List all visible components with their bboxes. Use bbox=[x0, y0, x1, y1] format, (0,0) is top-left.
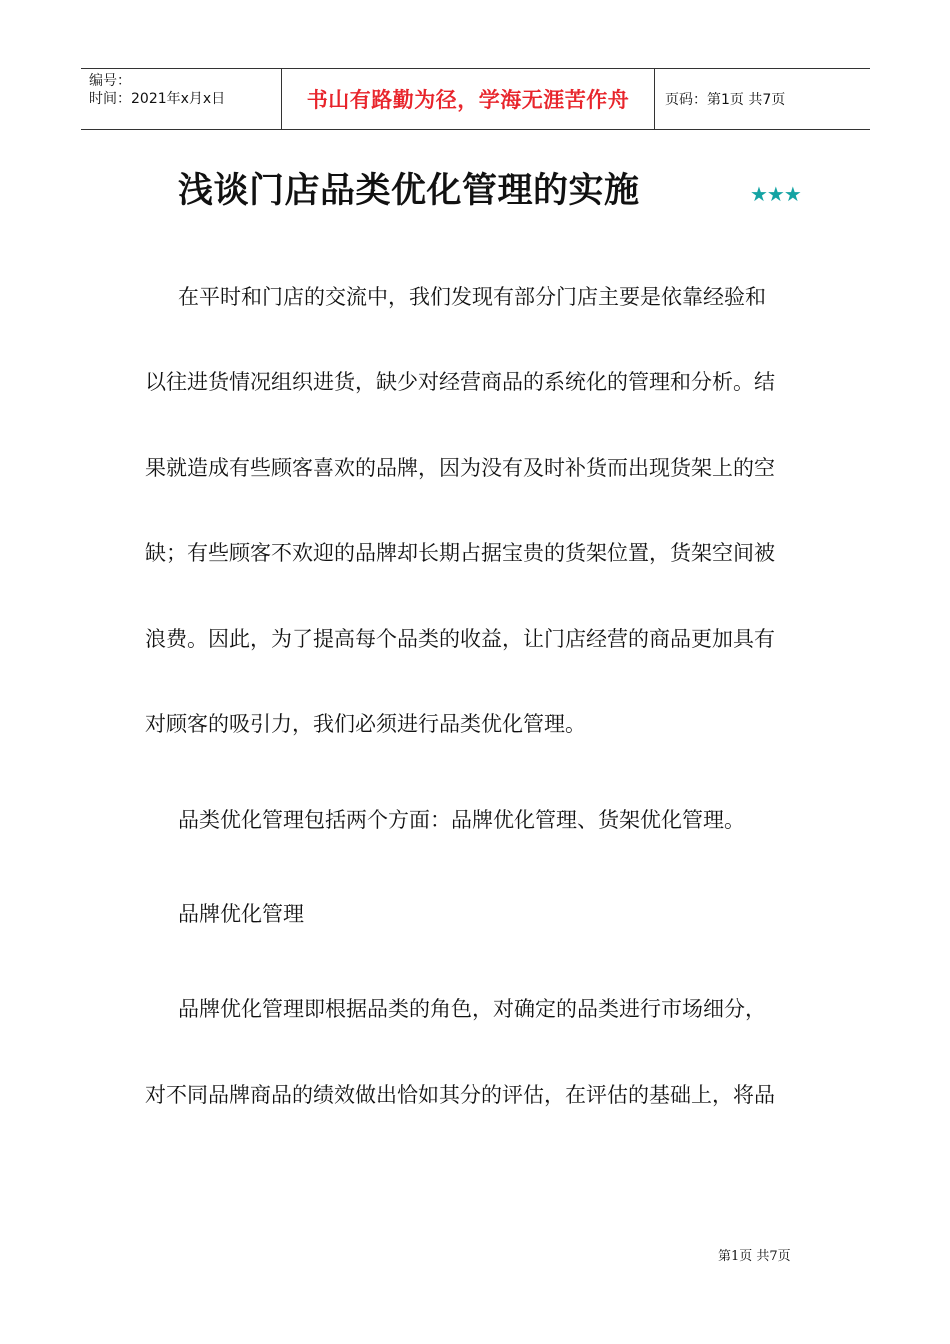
paragraph-line: 对顾客的吸引力，我们必须进行品类优化管理。 bbox=[145, 712, 586, 736]
paragraph-line: 浪费。因此，为了提高每个品类的收益，让门店经营的商品更加具有 bbox=[145, 627, 775, 651]
paragraph-line: 果就造成有些顾客喜欢的品牌，因为没有及时补货而出现货架上的空 bbox=[145, 456, 775, 480]
section-heading: 品牌优化管理 bbox=[178, 902, 304, 926]
header-info-cell bbox=[81, 69, 282, 129]
document-title: 浅谈门店品类优化管理的实施 bbox=[178, 171, 640, 211]
header-motto: 书山有路勤为径，学海无涯苦作舟 bbox=[282, 69, 655, 129]
rating-stars: ★★★ bbox=[750, 182, 801, 206]
document-header bbox=[81, 68, 870, 130]
page-footer: 第1页 共7页 bbox=[718, 1249, 791, 1264]
paragraph-line: 在平时和门店的交流中，我们发现有部分门店主要是依靠经验和 bbox=[178, 285, 766, 309]
paragraph-line: 对不同品牌商品的绩效做出恰如其分的评估，在评估的基础上，将品 bbox=[145, 1083, 775, 1107]
paragraph-line: 以往进货情况组织进货，缺少对经营商品的系统化的管理和分析。结 bbox=[145, 370, 775, 394]
paragraph-line: 品类优化管理包括两个方面：品牌优化管理、货架优化管理。 bbox=[178, 808, 745, 832]
paragraph-line: 品牌优化管理即根据品类的角色，对确定的品类进行市场细分， bbox=[178, 997, 766, 1021]
time-label: 时间：2021年x月x日 bbox=[89, 91, 226, 107]
paragraph-line: 缺；有些顾客不欢迎的品牌却长期占据宝贵的货架位置，货架空间被 bbox=[145, 541, 775, 565]
serial-number-label: 编号： bbox=[89, 73, 131, 89]
header-page-number: 页码：第1页 共7页 bbox=[665, 92, 786, 108]
